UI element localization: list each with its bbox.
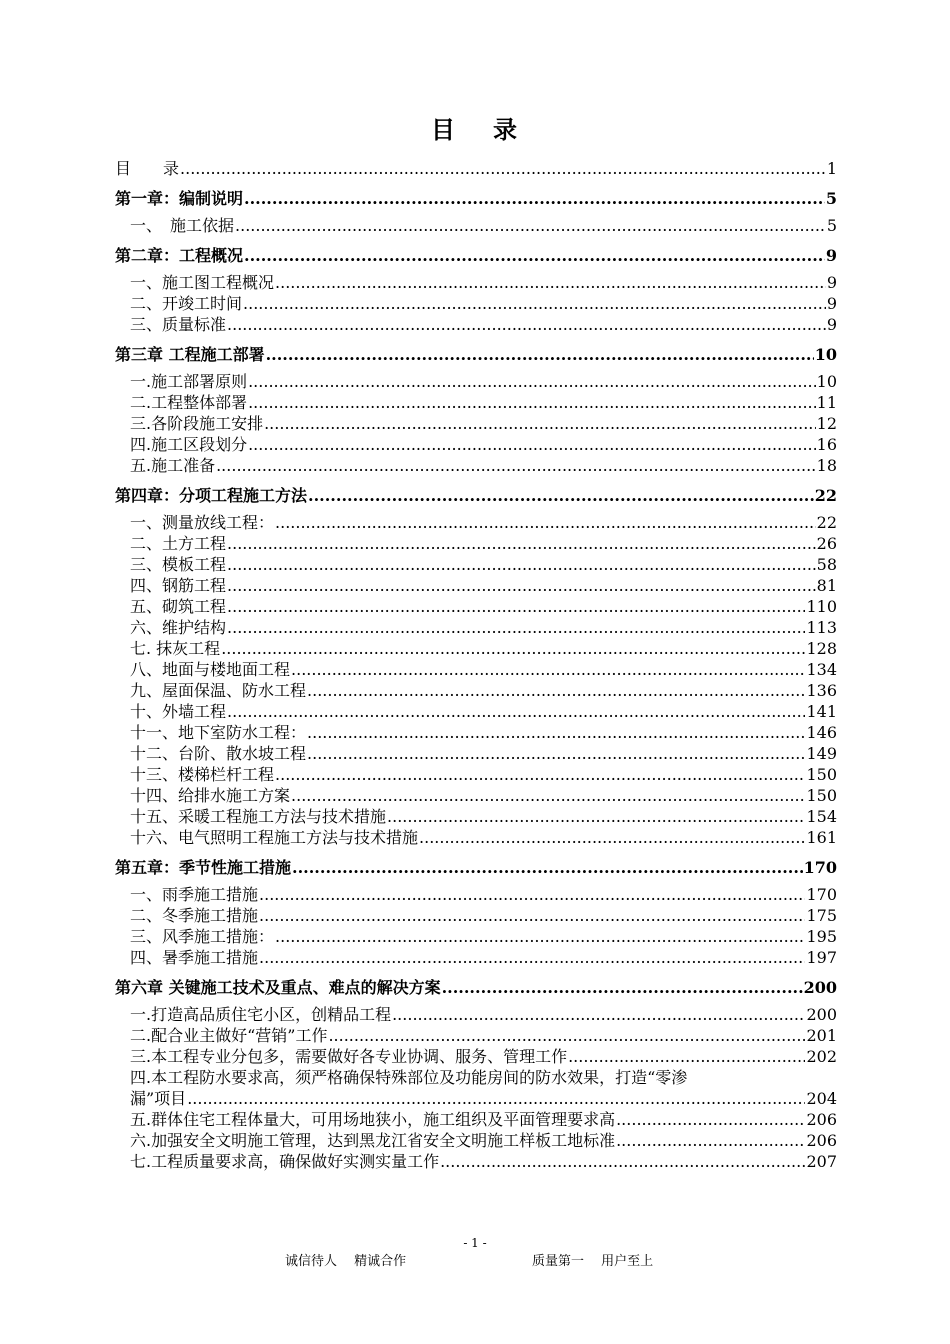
toc-item[interactable]: 八、地面与楼地面工程 ..... 134	[115, 659, 837, 680]
toc-item[interactable]: 一、雨季施工措施 ..... 170	[115, 884, 837, 905]
page-title	[0, 110, 950, 145]
toc-item[interactable]: 五.群体住宅工程体量大，可用场地狭小，施工组织及平面管理要求高 ..... 206	[115, 1109, 837, 1130]
toc-item[interactable]: 十五、采暖工程施工方法与技术措施 ..... 154	[115, 806, 837, 827]
title-right: 录	[493, 115, 519, 144]
toc-chapter-5[interactable]: 第五章：季节性施工措施 ..... 170	[115, 857, 837, 878]
toc-item[interactable]: 四、钢筋工程 ..... 81	[115, 575, 837, 596]
footer-motto-right: 质量第一 用户至上	[532, 1254, 654, 1269]
toc-item[interactable]: 一、 施工依据 ..... 5	[115, 215, 837, 236]
toc-chapter-6[interactable]: 第六章 关键施工技术及重点、难点的解决方案 ..... 200	[115, 977, 837, 998]
toc-item[interactable]: 三、风季施工措施： ..... 195	[115, 926, 837, 947]
toc-item[interactable]: 十三、楼梯栏杆工程 ..... 150	[115, 764, 837, 785]
footer-motto-left: 诚信待人 精诚合作	[285, 1254, 407, 1269]
toc-item[interactable]: 七. 抹灰工程 ..... 128	[115, 638, 837, 659]
toc-item[interactable]: 十一、地下室防水工程： ..... 146	[115, 722, 837, 743]
toc-item[interactable]: 二、冬季施工措施 ..... 175	[115, 905, 837, 926]
toc-item[interactable]: 一.打造高品质住宅小区，创精品工程 ..... 200	[115, 1004, 837, 1025]
toc-item[interactable]: 六、维护结构 ..... 113	[115, 617, 837, 638]
toc-item[interactable]: 三、模板工程 ..... 58	[115, 554, 837, 575]
toc-item-line1: 四.本工程防水要求高，须严格确保特殊部位及功能房间的防水效果，打造“零渗	[130, 1068, 688, 1087]
toc-item[interactable]: 四.施工区段划分 ..... 16	[115, 434, 837, 455]
title-left: 目	[431, 115, 457, 144]
toc-entry-contents[interactable]: 目 录 ..... 1	[115, 158, 837, 179]
toc-item[interactable]: 二.配合业主做好“营销”工作 ..... 201	[115, 1025, 837, 1046]
toc-item-wrapped[interactable]: 四.本工程防水要求高，须严格确保特殊部位及功能房间的防水效果，打造“零渗 漏”项目 ..... 204	[115, 1067, 837, 1109]
toc-item[interactable]: 一、测量放线工程： ..... 22	[115, 512, 837, 533]
toc-item[interactable]: 二、土方工程 ..... 26	[115, 533, 837, 554]
toc-item[interactable]: 六.加强安全文明施工管理，达到黑龙江省安全文明施工样板工地标准 ..... 206	[115, 1130, 837, 1151]
toc-chapter-4[interactable]: 第四章：分项工程施工方法 ..... 22	[115, 485, 837, 506]
toc-item[interactable]: 一、施工图工程概况 ..... 9	[115, 272, 837, 293]
toc-chapter-2[interactable]: 第二章：工程概况 ..... 9	[115, 245, 837, 266]
toc-item[interactable]: 五、砌筑工程 ..... 110	[115, 596, 837, 617]
toc-item[interactable]: 三、质量标准 ..... 9	[115, 314, 837, 335]
toc-chapter-3[interactable]: 第三章 工程施工部署 ..... 10	[115, 344, 837, 365]
toc-item[interactable]: 十、外墙工程 ..... 141	[115, 701, 837, 722]
toc-item[interactable]: 七.工程质量要求高，确保做好实测实量工作 ..... 207	[115, 1151, 837, 1172]
page-number: - 1 -	[463, 1236, 487, 1250]
toc-item[interactable]: 四、暑季施工措施 ..... 197	[115, 947, 837, 968]
toc-item[interactable]: 一.施工部署原则 ..... 10	[115, 371, 837, 392]
toc-item[interactable]: 九、屋面保温、防水工程 ..... 136	[115, 680, 837, 701]
toc-item[interactable]: 二.工程整体部署 ..... 11	[115, 392, 837, 413]
toc-item[interactable]: 十六、电气照明工程施工方法与技术措施 ..... 161	[115, 827, 837, 848]
toc-item[interactable]: 三.各阶段施工安排 ..... 12	[115, 413, 837, 434]
toc-item[interactable]: 五.施工准备 ..... 18	[115, 455, 837, 476]
toc-chapter-1[interactable]: 第一章：编制说明 ..... 5	[115, 188, 837, 209]
toc-item[interactable]: 十四、给排水施工方案 ..... 150	[115, 785, 837, 806]
toc-item[interactable]: 三.本工程专业分包多，需要做好各专业协调、服务、管理工作 ..... 202	[115, 1046, 837, 1067]
toc-item[interactable]: 十二、台阶、散水坡工程 ..... 149	[115, 743, 837, 764]
table-of-contents	[115, 158, 837, 1172]
toc-item[interactable]: 二、开竣工时间 ..... 9	[115, 293, 837, 314]
